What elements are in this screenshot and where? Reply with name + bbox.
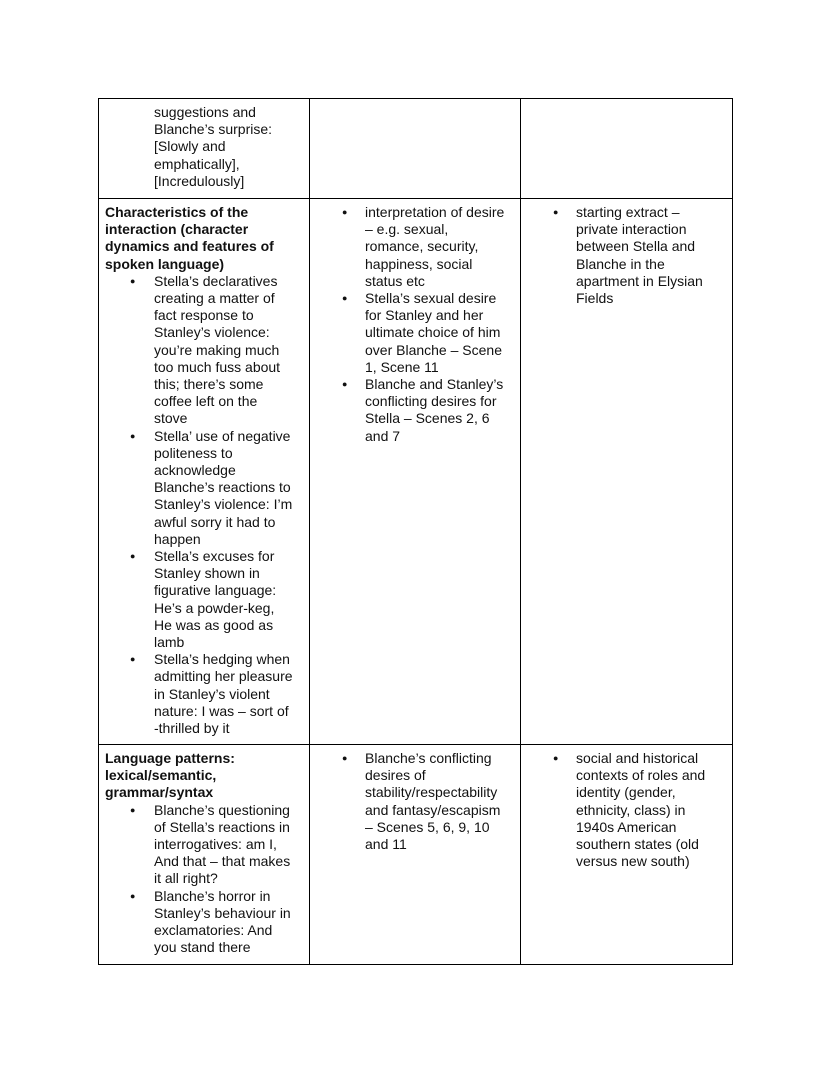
text-line: figurative language: [154, 582, 277, 599]
text-line: ● Stella’s sexual desire [365, 290, 497, 307]
text-line: – Scenes 5, 6, 9, 10 [365, 818, 490, 835]
list-item [316, 750, 514, 853]
text-line: [Slowly and [154, 138, 226, 155]
text-line: happiness, social [365, 255, 473, 272]
text-line: for Stanley and her [365, 307, 484, 324]
text-line: Fields [576, 290, 614, 307]
text-line: versus new south) [576, 853, 690, 870]
bullet-list [105, 802, 303, 957]
list-item [527, 750, 726, 870]
table-cell-r1c1 [99, 99, 310, 199]
text-line: politeness to [154, 444, 233, 461]
text-line: ● Stella’s excuses for [154, 548, 275, 565]
text-line: suggestions and [154, 104, 256, 120]
text-line: -thrilled by it [154, 720, 230, 737]
list-item [105, 548, 303, 651]
heading-line: dynamics and features of [105, 238, 274, 255]
text-line: ● Blanche’s questioning [154, 801, 290, 818]
text-line: Stanley shown in [154, 565, 260, 582]
list-item [105, 273, 303, 428]
text-line: 1, Scene 11 [365, 358, 439, 375]
table-cell-r1c2 [310, 99, 521, 199]
text-line: stability/respectability [365, 784, 498, 801]
text-line: fact response to [154, 307, 254, 324]
table-cell-r2c3 [521, 199, 733, 745]
list-item [316, 376, 514, 445]
text-line: nature: I was – sort of [154, 702, 289, 719]
text-line: romance, security, [365, 238, 479, 255]
text-line: – e.g. sexual, [365, 221, 449, 238]
heading-line: spoken language) [105, 255, 225, 272]
table-row [99, 745, 733, 965]
text-line: awful sorry it had to [154, 513, 276, 530]
heading-line: Language patterns: [105, 750, 235, 766]
text-line: in Stanley’s violent [154, 685, 270, 702]
text-line: this; there’s some [154, 376, 264, 393]
text-line: you’re making much [154, 341, 280, 358]
bullet-list [105, 273, 303, 737]
text-line: ● social and historical [576, 750, 699, 766]
list-item [316, 290, 514, 376]
text-line: private interaction [576, 221, 687, 238]
text-line: admitting her pleasure [154, 668, 293, 685]
text-line: ● interpretation of desire [365, 204, 505, 220]
text-line: coffee left on the [154, 393, 258, 410]
list-item [527, 204, 726, 307]
text-line: southern states (old [576, 836, 699, 853]
text-line: and 7 [365, 427, 401, 444]
text-line: ● Blanche and Stanley’s [365, 376, 504, 393]
table-cell-r3c3 [521, 745, 733, 965]
list-item [105, 428, 303, 548]
text-line: [Incredulously] [154, 172, 245, 189]
text-line: Stella – Scenes 2, 6 [365, 410, 490, 427]
text-line: Stanley’s violence: I’m [154, 496, 293, 513]
text-line: ultimate choice of him [365, 324, 501, 341]
text-line: emphatically], [154, 155, 240, 172]
text-line: desires of [365, 767, 426, 784]
text-line: ● starting extract – [576, 204, 680, 220]
list-item [316, 204, 514, 290]
notes-table-body [99, 99, 733, 965]
text-line: He’s a powder-keg, [154, 599, 275, 616]
text-line: stove [154, 410, 188, 427]
text-line: ● Stella’ use of negative [154, 427, 291, 444]
text-line: creating a matter of [154, 290, 275, 307]
notes-table [98, 98, 733, 965]
text-line: and fantasy/escapism [365, 801, 501, 818]
list-item [105, 802, 303, 888]
text-line: Blanche’s surprise: [154, 121, 273, 138]
bullet-list [527, 204, 726, 307]
text-line: conflicting desires for [365, 393, 497, 410]
text-line: identity (gender, [576, 784, 676, 801]
heading-line: interaction (character [105, 221, 249, 238]
text-line: 1940s American [576, 818, 677, 835]
text-line: Stanley’s behaviour in [154, 904, 291, 921]
text-line: exclamatories: And [154, 922, 273, 939]
text-line: and 11 [365, 836, 407, 853]
text-line: you stand there [154, 939, 251, 956]
text-line: Blanche’s reactions to [154, 479, 291, 496]
text-line: over Blanche – Scene [365, 341, 502, 358]
text-line: status etc [365, 272, 425, 289]
table-cell-r3c1 [99, 745, 310, 965]
text-line: contexts of roles and [576, 767, 706, 784]
table-row [99, 99, 733, 199]
text-line: apartment in Elysian [576, 272, 703, 289]
text-line: Stanley’s violence: [154, 324, 270, 341]
text-line: lamb [154, 634, 185, 651]
text-line: ● Blanche’s horror in [154, 887, 271, 904]
section-heading [105, 750, 303, 802]
text-line: it all right? [154, 870, 218, 887]
list-item [105, 651, 303, 737]
table-row [99, 199, 733, 745]
text-line: happen [154, 530, 201, 547]
text-line: between Stella and [576, 238, 696, 255]
heading-line: grammar/syntax [105, 784, 214, 801]
bullet-list [527, 750, 726, 870]
section-heading [105, 204, 303, 273]
text-line: too much fuss about [154, 358, 281, 375]
text-line: interrogatives: am I, [154, 836, 277, 853]
text-line: ● Stella’s hedging when [154, 651, 290, 668]
list-item [105, 888, 303, 957]
text-line: He was as good as [154, 616, 274, 633]
text-line: of Stella’s reactions in [154, 818, 290, 835]
text-line: And that – that makes [154, 853, 291, 870]
table-cell-r2c1 [99, 199, 310, 745]
heading-line: Characteristics of the [105, 204, 249, 220]
table-cell-r3c2 [310, 745, 521, 965]
bullet-list [316, 204, 514, 445]
heading-line: lexical/semantic, [105, 767, 217, 784]
text-line: ● Blanche’s conflicting [365, 750, 492, 766]
text-line: ethnicity, class) in [576, 801, 686, 818]
text-line: Blanche in the [576, 255, 665, 272]
text-line: acknowledge [154, 462, 236, 479]
bullet-list [316, 750, 514, 853]
text-line: ● Stella’s declaratives [154, 272, 278, 289]
table-cell-r1c3 [521, 99, 733, 199]
table-cell-r2c2 [310, 199, 521, 745]
continued-bullet-text [105, 104, 303, 190]
